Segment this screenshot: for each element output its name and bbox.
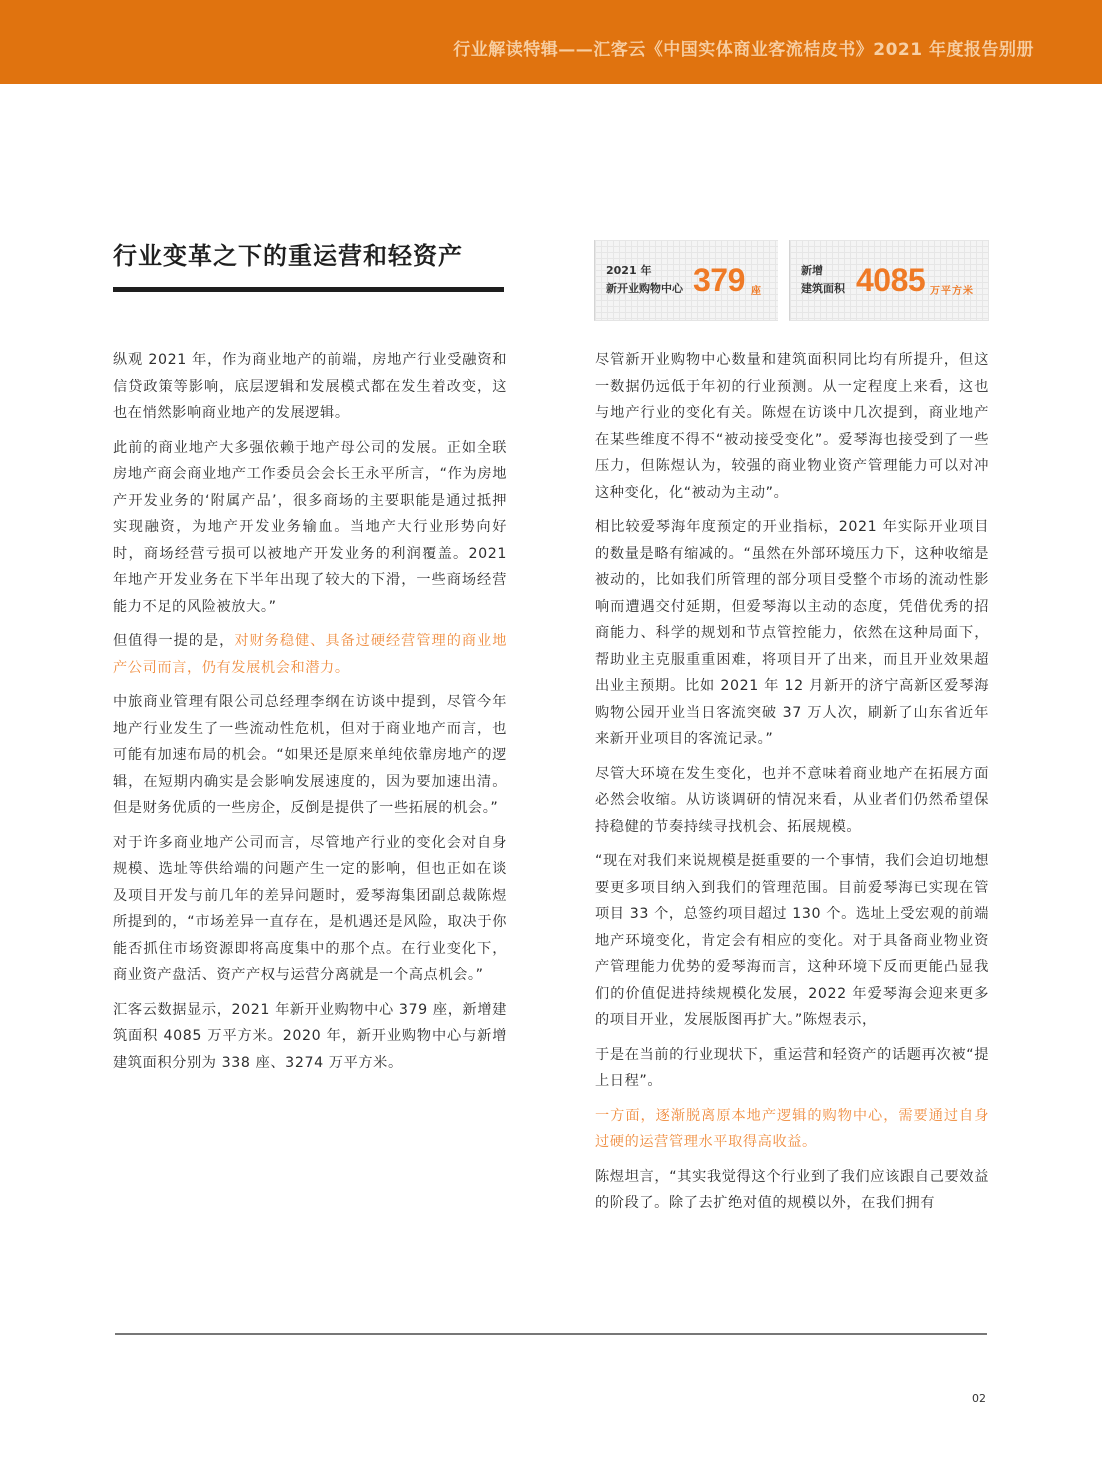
stat-value: 4085 (856, 262, 926, 298)
paragraph: 尽管大环境在发生变化，也并不意味着商业地产在拓展方面必然会收缩。从访谈调研的情况来看，从业者们仍然希望保持稳健的节奏持续寻找机会、拓展规模。 (595, 765, 989, 835)
stat-label (606, 262, 683, 298)
paragraph: 此前的商业地产大多强依赖于地产母公司的发展。正如全联房地产商会商业地产工作委员会会长王永平所言，“作为房地产开发业务的‘附属产品’，很多商场的主要职能是通过抵押实现融资，为地产开发业务输血。当地产大行业形势向好时，商场经营亏损可以被地产开发业务的利润覆盖。2021 年地产开发业务在下半年出现了较大的下滑，一些商场经营能力不足的风险被放大。” (113, 439, 507, 615)
highlighted-text: 对财务稳健、具备过硬经营管理的商业地产公司而言，仍有发展机会和潜力。 (113, 633, 507, 676)
stat-label-line1: 2021 年 (606, 264, 652, 277)
stat-label (801, 262, 845, 298)
paragraph-with-highlight (113, 628, 507, 681)
paragraph: 汇客云数据显示，2021 年新开业购物中心 379 座，新增建筑面积 4085 万平方米。2020 年，新开业购物中心与新增建筑面积分别为 338 座、3274 万平方米。 (113, 1001, 507, 1071)
stat-unit: 万平方米 (930, 286, 974, 297)
header-band (0, 0, 1102, 84)
paragraph: 尽管新开业购物中心数量和建筑面积同比均有所提升，但这一数据仍远低于年初的行业预测。从一定程度上来看，这也与地产行业的变化有关。陈煜在访谈中几次提到，商业地产在某些维度不得不“被动接受变化”。爱琴海也接受到了一些压力，但陈煜认为，较强的商业物业资产管理能力可以对冲这种变化，化“被动为主动”。 (595, 352, 989, 501)
paragraph: 陈煜坦言，“其实我觉得这个行业到了我们应该跟自己要效益的阶段了。除了去扩绝对值的规模以外，在我们拥有 (595, 1168, 989, 1211)
paragraph-text: 但值得一提的是， (113, 633, 235, 649)
stat-label-line1: 新增 (801, 264, 823, 277)
paragraph: “现在对我们来说规模是挺重要的一个事情，我们会迫切地想要更多项目纳入到我们的管理范围。目前爱琴海已实现在管项目 33 个，总签约项目超过 130 个。选址上受宏观的前端地产环境变化，肯定会有相应的变化。对于具备商业物业资产管理能力优势的爱琴海而言，这种环境下反而更能凸显我们的价值促进持续规模化发展，2022 年爱琴海会迎来更多的项目开业，发展版图再扩大。”陈煜表示， (595, 853, 989, 1028)
paragraph: 中旅商业管理有限公司总经理李纲在访谈中提到，尽管今年地产行业发生了一些流动性危机，但对于商业地产而言，也可能有加速布局的机会。“如果还是原来单纯依靠房地产的逻辑，在短期内确实是会影响发展速度的，因为要加速出清。但是财务优质的一些房企，反倒是提供了一些拓展的机会。” (113, 694, 507, 816)
paragraph: 对于许多商业地产公司而言，尽管地产行业的变化会对自身规模、选址等供给端的问题产生一定的影响，但也正如在谈及项目开发与前几年的差异问题时，爱琴海集团副总裁陈煜所提到的，“市场差异一直存在，是机遇还是风险，取决于你能否抓住市场资源即将高度集中的那个点。在行业变化下，商业资产盘活、资产产权与运营分离就是一个高点机会。” (113, 834, 507, 983)
title-underline (113, 287, 504, 292)
paragraph: 纵观 2021 年，作为商业地产的前端，房地产行业受融资和信贷政策等影响，底层逻辑和发展模式都在发生着改变，这也在悄然影响商业地产的发展逻辑。 (113, 352, 507, 421)
left-column (113, 347, 507, 1084)
section-title: 行业变革之下的重运营和轻资产 (113, 242, 463, 270)
stat-label-line2: 新开业购物中心 (606, 282, 683, 295)
right-column (595, 347, 989, 1225)
paragraph: 于是在当前的行业现状下，重运营和轻资产的话题再次被“提上日程”。 (595, 1046, 989, 1089)
paragraph: 相比较爱琴海年度预定的开业指标，2021 年实际开业项目的数量是略有缩减的。“虽然在外部环境压力下，这种收缩是被动的，比如我们所管理的部分项目受整个市场的流动性影响而遭遇交付延期，但爱琴海以主动的态度，凭借优秀的招商能力、科学的规划和节点管控能力，依然在这种局面下，帮助业主克服重重困难，将项目开了出来，而且开业效果超出业主预期。比如 2021 年 12 月新开的济宁高新区爱琴海购物公园开业当日客流突破 37 万人次，刷新了山东省近年来新开业项目的客流记录。” (595, 519, 989, 747)
stat-unit: 座 (751, 286, 761, 297)
stat-value: 379 (693, 262, 745, 298)
stat-label-line2: 建筑面积 (801, 282, 845, 295)
page-number: 02 (972, 1392, 986, 1405)
footer-divider (115, 1333, 987, 1335)
stat-card-new-area (789, 240, 989, 321)
stat-card-new-malls (594, 240, 778, 321)
highlighted-paragraph: 一方面，逐渐脱离原本地产逻辑的购物中心，需要通过自身过硬的运营管理水平取得高收益。 (595, 1107, 989, 1150)
header-title: 行业解读特辑——汇客云《中国实体商业客流桔皮书》2021 年度报告别册 (453, 40, 1034, 60)
